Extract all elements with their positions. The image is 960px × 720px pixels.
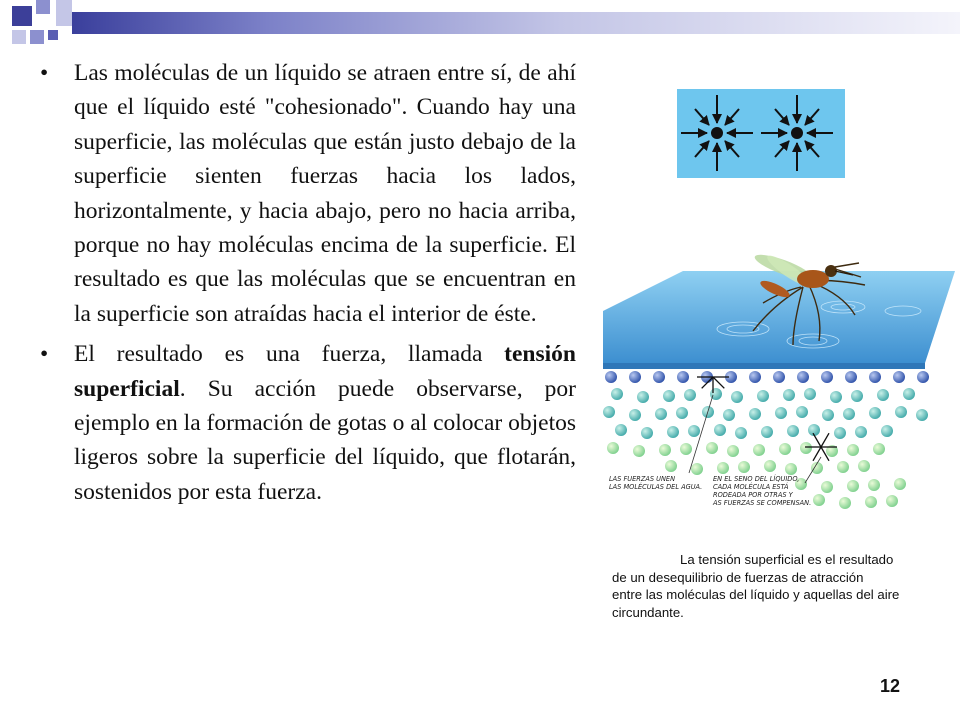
molecule (629, 371, 641, 383)
molecule (868, 479, 880, 491)
molecule (605, 371, 617, 383)
molecule (821, 371, 833, 383)
molecule (667, 426, 679, 438)
caption-line: circundante. (612, 604, 684, 620)
molecule (822, 409, 834, 421)
molecule (839, 497, 851, 509)
bullet-text-end: . Su acción puede observarse, por ejemplo en la formación de gotas o al colocar objetos ligeros sobre la superficie del líquido, que flotarán, sostenidos por esta fuerza. (74, 375, 576, 505)
force-arrow (713, 377, 724, 388)
label-line: EN EL SENO DEL LÍQUIDO, (713, 475, 800, 483)
molecule (800, 442, 812, 454)
label-line: AS FUERZAS SE COMPENSAN. (713, 499, 812, 507)
illustration-caption (612, 551, 912, 621)
force-arrows-graphic (677, 89, 845, 178)
molecule (680, 443, 692, 455)
molecule (775, 407, 787, 419)
molecule (717, 462, 729, 474)
molecule (916, 409, 928, 421)
label-line: CADA MOLÉCULA ESTÁ (713, 483, 789, 491)
bullet-text: Las moléculas de un líquido se atraen entre sí, de ahí que el líquido esté "cohesionado". Cuando hay una superficie, las moléculas que están justo debajo de la superficie sienten fuerzas hacia los lados, horizontalmente, y hacia abajo, pero no hacia arriba, porque no hay moléculas encima de la superficie. El resultado es que las moléculas que se encuentran en la superficie son atraídas hacia el interior de éste. (74, 60, 576, 327)
molecule (813, 494, 825, 506)
molecule (847, 444, 859, 456)
molecule (629, 409, 641, 421)
molecule (749, 408, 761, 420)
molecule (655, 408, 667, 420)
page-number: 12 (880, 676, 901, 696)
body-text (40, 56, 576, 509)
molecule (637, 391, 649, 403)
bullet-item (40, 337, 576, 509)
label-forces-left (609, 475, 702, 491)
molecule (603, 406, 615, 418)
deco-square (12, 6, 32, 26)
label-line: LAS MOLÉCULAS DEL AGUA. (609, 483, 703, 491)
molecule (796, 406, 808, 418)
deco-square (36, 0, 50, 14)
force-arrow (813, 433, 821, 447)
molecule (797, 371, 809, 383)
molecule (641, 427, 653, 439)
deco-square (48, 30, 58, 40)
bullet-item (40, 56, 576, 331)
molecule (917, 371, 929, 383)
molecule (659, 444, 671, 456)
molecule (881, 425, 893, 437)
caption-line: de un desequilibrio de fuerzas de atracción (612, 569, 864, 585)
molecule (779, 443, 791, 455)
molecule (684, 389, 696, 401)
molecule (764, 460, 776, 472)
bullet-text-start: El resultado es una fuerza, llamada (74, 341, 505, 368)
caption-line: entre las moléculas del líquido y aquellas del aire (612, 587, 900, 602)
molecule (615, 424, 627, 436)
molecule (804, 388, 816, 400)
surface-tension-illustration (603, 245, 955, 535)
molecule (611, 388, 623, 400)
molecule (845, 371, 857, 383)
molecule (727, 445, 739, 457)
molecule (706, 442, 718, 454)
molecule (843, 408, 855, 420)
molecule (714, 424, 726, 436)
bullet-marker: • (40, 60, 49, 86)
deco-square (30, 30, 44, 44)
molecule (858, 460, 870, 472)
molecule (723, 409, 735, 421)
molecule (783, 389, 795, 401)
molecule (821, 481, 833, 493)
molecule (869, 371, 881, 383)
label-forces-right (713, 475, 811, 507)
molecule (785, 463, 797, 475)
molecule (895, 406, 907, 418)
molecule (773, 371, 785, 383)
molecule (757, 390, 769, 402)
molecule (761, 426, 773, 438)
label-line: RODEADA POR OTRAS Y (713, 491, 793, 499)
molecule (676, 407, 688, 419)
molecule (735, 427, 747, 439)
bullet-marker: • (40, 341, 49, 368)
label-line: LAS FUERZAS UNEN (609, 475, 675, 483)
molecule (738, 461, 750, 473)
molecule (847, 480, 859, 492)
molecule (855, 426, 867, 438)
molecule (688, 425, 700, 437)
title-bar (72, 12, 960, 34)
molecule (677, 371, 689, 383)
molecule (633, 445, 645, 457)
molecule (731, 391, 743, 403)
deco-square (56, 0, 72, 26)
molecule (663, 390, 675, 402)
molecule (894, 478, 906, 490)
caption-line: La tensión superficial es el resultado (680, 552, 894, 567)
molecule (837, 461, 849, 473)
molecule (877, 389, 889, 401)
molecule (851, 390, 863, 402)
molecule (753, 444, 765, 456)
molecule (873, 443, 885, 455)
molecule (893, 371, 905, 383)
molecule (869, 407, 881, 419)
molecule (749, 371, 761, 383)
molecule (691, 463, 703, 475)
molecule (607, 442, 619, 454)
molecule (665, 460, 677, 472)
molecule (865, 496, 877, 508)
deco-square (12, 30, 26, 44)
molecule (653, 371, 665, 383)
molecule (886, 495, 898, 507)
molecule (834, 427, 846, 439)
force-arrow (821, 433, 829, 447)
molecule (830, 391, 842, 403)
molecule (903, 388, 915, 400)
molecule (787, 425, 799, 437)
force-diagram (677, 89, 845, 178)
bullet-text-bold: tensión superficial (74, 341, 576, 402)
